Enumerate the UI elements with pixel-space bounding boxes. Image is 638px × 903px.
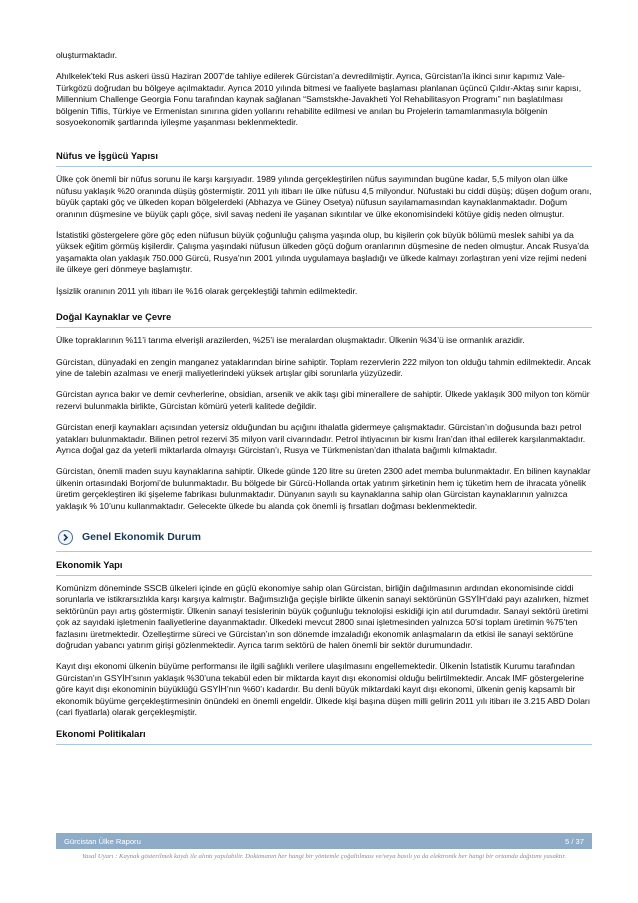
legal-disclaimer: Yasal Uyarı : Kaynak gösterilmek kaydı ile alıntı yapılabilir. Dokümanın her hangi bir yöntemle çoğaltılması ve/veya basılı ya da elektronik her hangi bir ortamda dağıtımı yasaktır. — [81, 853, 567, 860]
paragraph: Ülke çok önemli bir nüfus sorunu ile karşı karşıyadır. 1989 yılında gerçekleştirilen nüfus sayımından bugüne kadar, 5,5 milyon olan ülke nüfusu yaklaşık %20 oranında düşüş göstermiştir. 2011 yılı itibarı ile ülke nüfusu 4,5 milyondur. Nüfustaki bu ciddi düşüş; düşen doğum oranı, büyük çaptaki göç ve ülkeden kopan bölgelerdeki (Abhazya ve Güney Osetya) nüfusun sayılamamasından kaynaklanmaktadır. Doğum oranının düşmesine ve büyük çaplı göçe, sivil savaş nedeni ile yaşanan sıkıntılar ve ülke ekonomisindeki kötüye gidiş neden olmuştur. — [56, 174, 592, 219]
section-ekonomik-yapi — [56, 559, 592, 718]
divider — [56, 744, 592, 745]
major-section-title: Genel Ekonomik Durum — [82, 531, 202, 544]
section-nufus — [56, 150, 592, 297]
divider — [56, 575, 592, 576]
divider — [56, 327, 592, 328]
paragraph: İşsizlik oranının 2011 yılı itibarı ile %16 olarak gerçekleştiği tahmin edilmektedir. — [56, 285, 358, 296]
section-heading: Nüfus ve İşgücü Yapısı — [56, 150, 158, 162]
section-heading: Ekonomik Yapı — [56, 558, 123, 570]
section-heading: Doğal Kaynaklar ve Çevre — [56, 311, 172, 323]
section-politikalar — [56, 728, 592, 745]
paragraph: Gürcistan ayrıca bakır ve demir cevherlerine, obsidian, arsenik ve akik taşı gibi minerallere de sahiptir. Ülkede yaklaşık 300 milyon ton kömür rezervi bulunmakla birlikte, Gürcistan kömürü yeterli kalitede değildir. — [56, 389, 590, 411]
document-page — [56, 50, 592, 752]
divider — [56, 551, 592, 552]
paragraph: oluşturmaktadır. — [56, 50, 118, 60]
major-section-heading — [56, 530, 592, 545]
footer-bar — [56, 833, 592, 849]
footer-title: Gürcistan Ülke Raporu — [64, 836, 141, 846]
paragraph: Ülke topraklarının %11’i tarıma elverişli arazilerden, %25’i ise meralardan oluşmaktadır. Ülkenin %34’ü ise ormanlık arazidir. — [56, 335, 525, 346]
chevron-circle-icon — [58, 530, 73, 545]
section-dogal — [56, 311, 592, 512]
paragraph: Gürcistan enerji kaynakları açısından yetersiz olduğundan bu açığını ithalatla gidermeye çalışmaktadır. Gürcistan’ın doğusunda bazı petrol yatakları bulunmaktadır. Bilinen petrol rezervi 35 milyon varil civarındadır. Petrol ihtiyacının bir kısmı İran’dan ithal edilerek karşılanmaktadır. Ayrıca doğal gaz da yeterli miktarlarda olmayışı Gürcistan’ı, Rusya ve Türkmenistan’dan ithalata bağımlı kılmaktadır. — [56, 422, 586, 455]
paragraph: Gürcistan, dünyadaki en zengin manganez yataklarından birine sahiptir. Toplam rezervlerin 222 milyon ton olduğu tahmin edilmektedir. Ancak yine de talebin azalması ve enerji maliyetlerindeki yüksek artışlar gibi sorunlarla yüzyüzedir. — [56, 356, 591, 378]
paragraph: Komünizm döneminde SSCB ülkeleri içinde en güçlü ekonomiye sahip olan Gürcistan, birliğin dağılmasının ardından ekonomisinde ciddi sorunlarla ve istikrarsızlıkla karşı karşıya kalmıştır. Bağımsızlığa geçişle birlikte ülkenin sanayi sektörünün GSYİH’daki payı azalırken, hizmet sektörünün payı artış göstermiştir. Ülkenin sanayi tesislerinin büyük çoğunluğu teknolojisi eskidiği için atıl durumdadır. Sanayi sektörü üretimi çok az sayıdaki işletmenin faaliyetlerine dayanmaktadır. Ülkedeki mevcut 2800 sınai işletmesinden yalnızca 50’si toplam üretimin %75’ten fazlasını üretmektedir. Özelleştirme süreci ve Gürcistan’ın son dönemde imzaladığı ekonomik anlaşmaların da etkisi ile sanayi sektörüne doğrudan yabancı yatırım girişi gözlenmektedir. Ayrıca tarım sektörü de halen önemli bir sektör durumundadır. — [56, 582, 589, 650]
divider — [56, 166, 592, 167]
paragraph: Gürcistan, önemli maden suyu kaynaklarına sahiptir. Ülkede günde 120 litre su üreten 2300 adet memba bulunmaktadır. En bilinen kaynaklar ülkenin ortasındaki Borjomi’de bulunmaktadır. Bu bölgede bir Gürcü-Hollanda ortak yatırım şirketinin hem iç tüketim hem de ihracata yönelik üretim gerçekleştiren iki şişeleme fabrikası bulunmaktadır. Dünyanın sayılı su kaynaklarına sahip olan Gürcistan kaynaklarının yalnızca yaklaşık % 10’unu kullanmaktadır. Gelecekte ülkede bu alanda çok önemli iş fırsatları doğması beklenmektedir. — [56, 466, 591, 511]
section-heading: Ekonomi Politikaları — [56, 728, 146, 740]
page-number: 5 / 37 — [565, 836, 584, 846]
paragraph: İstatistiki göstergelere göre göç eden nüfusun büyük çoğunluğu çalışma yaşında olup, bu kişilerin çok büyük bölümü meslek sahibi ya da yüksek eğitim görmüş kişilerdir. Çalışma yaşındaki nüfusun ülkeden göçü doğum oranlarının düşmesine de neden olmuştur. Ancak Rusya’da yaşamakta olan yaklaşık 750.000 Gürcü, Rusya’nın 2001 yılında uygulamaya başladığı ve ülkede kalmayı zorlaştıran yeni vize rejimi nedeni ile ülkeye geri dönmeye başlamıştır. — [56, 230, 589, 275]
paragraph: Ahılkelek’teki Rus askeri üssü Haziran 2007’de tahliye edilerek Gürcistan’a devredilmiştir. Ayrıca, Gürcistan’la ikinci sınır kapımız Vale-Türkgözü doğrudan bu bölgeye açılmaktadır. Ayrıca 2010 yılında bitmesi ve faaliyete başlaması planlanan üçüncü Çıldır-Aktaş sınır kapısı, Millennium Challenge Georgia Fonu tarafından kaynak sağlanan “Samstskhe-Javakheti Yol Rehabilitasyon Programı” nın başlatılması bölgenin Tiflis, Türkiye ve Ermenistan sınırına giden yollarını rehabilite edilmesi ve anılan bu Projelerin tamamlanmasıyla bölgenin sosyoekonomik şartlarında iyileşme yaşanması beklenmektedir. — [56, 71, 582, 128]
paragraph: Kayıt dışı ekonomi ülkenin büyüme performansı ile ilgili sağlıklı verilere ulaşılmasını engellemektedir. Ülkenin İstatistik Kurumu tarafından Gürcistan’ın GSYİH’sının yaklaşık %30’una tekabül eden bir miktarda kayıt dışı ekonomisi olduğu belirtilmektedir. Ancak IMF göstergelerine göre kayıt dışı ekonominin büyüklüğü GSYİH’nın %60’ı kadardır. Bu denli büyük miktardaki kayıt dışı ekonomi, ülkenin geniş kapsamlı bir ekonomik büyüme gerçekleştirmesinin önündeki en önemli engeldir. Ülkede kişi başına düşen milli gelirin 2011 yılı itibarı ile 3.215 ABD Doları (cari fiyatlarla) olarak gerçekleşmiştir. — [56, 661, 591, 718]
